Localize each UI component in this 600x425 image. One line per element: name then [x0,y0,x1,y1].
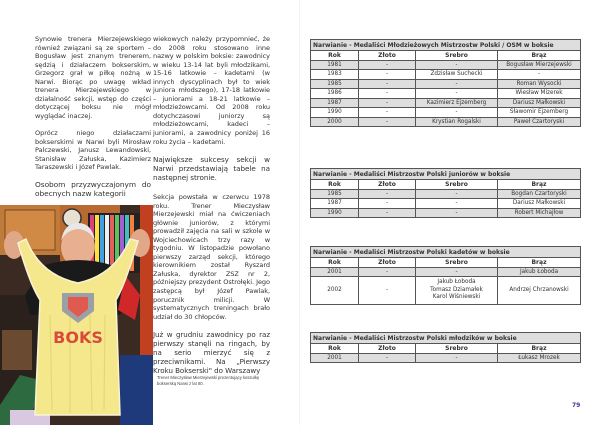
table-junior-young-championships [310,332,581,363]
table-cell: Robert Michajłow [498,208,581,218]
column-header: Srebro [416,180,498,190]
table-cell: 2000 [311,117,359,127]
table-cell: - [359,70,416,80]
table-title: Narwianie - Medaliści Młodzieżowych Mistrzostw Polski / OSM w boksie [311,40,581,51]
table-row [311,199,581,209]
table-cell: 1986 [311,89,359,99]
table-cell: Kazimierz Ejzemberg [416,98,498,108]
column-header: Złoto [359,51,416,61]
column-header: Rok [311,344,359,354]
column-header: Brąz [498,51,581,61]
table-cell: - [359,199,416,209]
table-title-row [311,333,581,344]
table-youth-championships [310,39,581,127]
table-row [311,277,581,305]
paragraph: Synowie trenera Mierzejewskiego również związani są ze sportem – Bogusław jest znanym trenerem, sędzią i działaczem bokserskim, Grzegorz grał w piłkę nożną w Narwi. Biorąc po uwagę wkład trenera Mierzejewskiego w działalność sekcji, wstęp do części dotyczącej boksu nie mógł wyglądać inaczej. [35,35,151,120]
table-cell: - [416,108,498,118]
table-header-row [311,51,581,61]
column-header: Złoto [359,180,416,190]
table-cell: 1985 [311,189,359,199]
table-cell: Sławomir Ejzemberg [498,108,581,118]
table-cell: Bogdan Czartoryski [498,189,581,199]
table-cell: - [359,277,416,305]
paragraph: Osobom przyzwyczajonym do obecnych nazw kategorii [35,180,151,199]
table-title-row [311,40,581,51]
column-header: Rok [311,51,359,61]
table-cell: 1987 [311,98,359,108]
table-cell: - [359,267,416,277]
table-cell: Andrzej Chrzanowski [498,277,581,305]
table-cell: - [416,189,498,199]
table-cell: 1985 [311,79,359,89]
table-title: Narwianie - Medaliści Mistrzostw Polski młodzików w boksie [311,333,581,344]
table-cell: 1990 [311,208,359,218]
table-row [311,108,581,118]
coach-photo [0,205,153,425]
column-header: Brąz [498,258,581,268]
table-cell: - [498,70,581,80]
table-cell: - [359,189,416,199]
column-header: Rok [311,258,359,268]
column-header: Srebro [416,258,498,268]
table-cell: - [416,208,498,218]
table-header-row [311,344,581,354]
table-cell: Dariusz Małkowski [498,199,581,209]
table-cell: - [359,108,416,118]
table-cell: - [416,89,498,99]
paragraph: wiekowych należy przypomnieć, że do 2008 roku stosowano inne nazwy w polskim boksie: zawodnicy w wieku 13-14 lat byli młodzikami, 15-16 latkowie – kadetami (w innych dyscyplinach był to wiek juniora młodszego), 17-18 latkowie – juniorami a 18-21 latkowie – młodzieżowcami. Od 2008 roku dotychczasowi juniorzy są młodzieżowcami, kadeci – juniorami, a zawodnicy poniżej 16 roku życia – kadetami. [153,35,270,146]
table-cell: - [359,60,416,70]
table-title: Narwianie - Medaliści Mistrzostw Polski juniorów w boksie [311,169,581,180]
table-cell: 1983 [311,70,359,80]
table-cell: 2001 [311,353,359,363]
table-cell: - [359,353,416,363]
table-row [311,117,581,127]
table-junior-championships [310,168,581,218]
column-header: Złoto [359,258,416,268]
table-cell: 1981 [311,60,359,70]
table-cell: - [416,60,498,70]
table-cell: - [359,79,416,89]
table-cell: Paweł Czartoryski [498,117,581,127]
table-cell: Krystian Rogalski [416,117,498,127]
paragraph: Największe sukcesy sekcji w Narwi przedstawiają tabele na następnej stronie. [153,154,270,182]
table-cell: 1987 [311,199,359,209]
table-row [311,189,581,199]
table-cell: Roman Wysocki [498,79,581,89]
table-row [311,79,581,89]
table-cell: - [359,117,416,127]
column-header: Brąz [498,180,581,190]
column-header: Złoto [359,344,416,354]
column-header: Srebro [416,51,498,61]
table-cell: - [359,89,416,99]
column-header: Brąz [498,344,581,354]
text-column-2b [153,193,270,383]
table-row [311,267,581,277]
table-row [311,70,581,80]
table-cell: Bogusław Mierzejewski [498,60,581,70]
table-cell: Zdzisław Suchecki [416,70,498,80]
table-cell: - [416,79,498,89]
table-title: Narwianie - Medaliści Mistrzostw Polski kadetów w boksie [311,247,581,258]
table-row [311,60,581,70]
table-cell: Jakub Łoboda Tomasz Dziamałek Karol Wiśniewski [416,277,498,305]
photo-caption: Trener Mieczysław Mierzejewski prezentujący koszulkę bokserską Narwi z lat 80. [157,375,260,386]
page-number: 79 [572,402,581,409]
paragraph: Oprócz niego działaczami bokserskimi w Narwi byli Mirosław Palczewski, Janusz Lewandowski, Stanisław Załuska, Kazimierz Taraszewski i Józef Pawlak. [35,128,151,172]
table-cell: - [416,199,498,209]
table-header-row [311,180,581,190]
table-title-row [311,247,581,258]
photo-illustration [0,205,153,425]
text-column-1 [35,35,151,207]
table-cell: - [359,98,416,108]
column-header: Rok [311,180,359,190]
table-cell: 1990 [311,108,359,118]
table-row [311,98,581,108]
paragraph: Sekcja powstała w czerwcu 1978 roku. Trener Mieczysław Mierzejewski miał na ćwiczeniach głównie juniorów, z którymi prowadził zajęcia na sali w szkole w Wojciechowicach trzy razy w tygodniu. W listopadzie powołano pierwszy zarząd sekcji, którego kierownikiem został Ryszard Załuska, dyrektor ZSZ nr 2, późniejszy prezydent Ostrołęki. Jego zastępcą był Józef Pawlak, porucznik milicji. W systematycznych treningach brało udział do 30 chłopców. [153,193,270,321]
shirt-text: BOKS [53,328,103,347]
table-cadet-championships [310,246,581,305]
table-title-row [311,169,581,180]
table-cell: - [416,267,498,277]
table-cell: Wiesław Mizerek [498,89,581,99]
table-cell: 2002 [311,277,359,305]
table-cell: 2001 [311,267,359,277]
column-header: Srebro [416,344,498,354]
table-cell: - [416,353,498,363]
table-row [311,89,581,99]
table-cell: - [359,208,416,218]
table-header-row [311,258,581,268]
table-row [311,353,581,363]
table-cell: Łukasz Mrozek [498,353,581,363]
table-cell: Jakub Łoboda [498,267,581,277]
text-column-2 [153,35,270,190]
table-row [311,208,581,218]
table-cell: Dariusz Małkowski [498,98,581,108]
paragraph: Już w grudniu zawodnicy po raz pierwszy stanęli na ringach, by na serio mierzyć się z przeciwnikami. Na „Pierwszy Kroku Bokserski" do Warszawy [153,329,270,375]
